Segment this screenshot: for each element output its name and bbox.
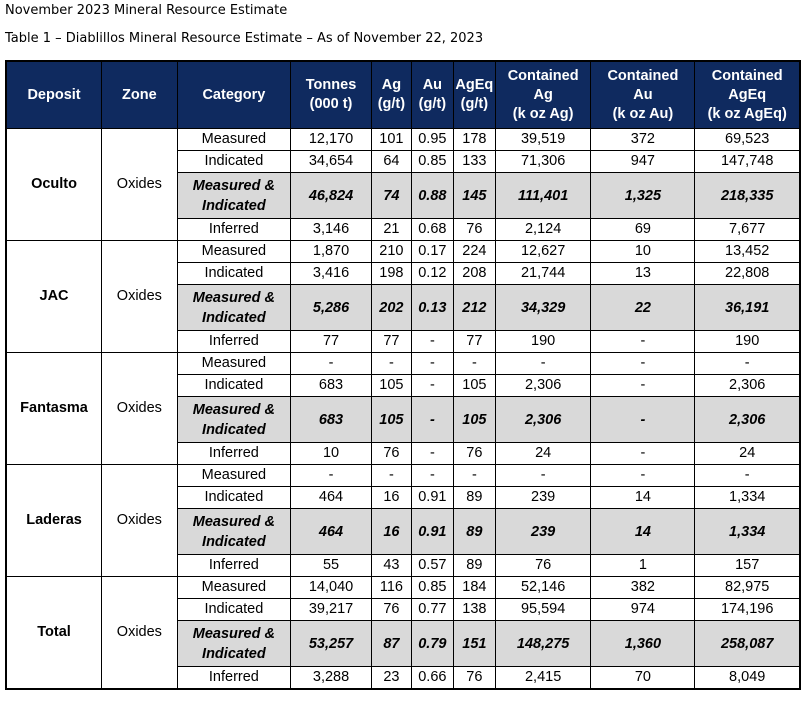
column-header	[695, 61, 800, 129]
value-cell: 683	[291, 375, 372, 397]
value-cell: 1,334	[695, 509, 800, 555]
value-cell: 89	[453, 487, 495, 509]
value-cell: 8,049	[695, 667, 800, 690]
zone-name: Oxides	[102, 241, 178, 353]
value-cell: 87	[371, 621, 411, 667]
category-line: Measured &	[192, 513, 275, 530]
category-cell: Inferred	[177, 331, 290, 353]
value-cell: 21,744	[495, 263, 591, 285]
value-cell: 16	[371, 509, 411, 555]
column-header-line: Contained	[607, 67, 679, 84]
category-cell: Measured	[177, 129, 290, 151]
column-header-line: Zone	[122, 86, 157, 103]
column-header-line: Ag	[381, 77, 402, 93]
value-cell: 12,170	[291, 129, 372, 151]
value-cell: 464	[291, 509, 372, 555]
value-cell: 74	[371, 173, 411, 219]
zone-name: Oxides	[102, 129, 178, 241]
value-cell: 22	[591, 285, 695, 331]
value-cell: 23	[371, 667, 411, 690]
column-header-line: (g/t)	[460, 96, 489, 112]
value-cell: 0.12	[411, 263, 453, 285]
value-cell: 16	[371, 487, 411, 509]
column-header-line: Deposit	[27, 86, 81, 103]
table-body	[6, 129, 800, 690]
value-cell: 2,415	[495, 667, 591, 690]
value-cell: 0.13	[411, 285, 453, 331]
value-cell: 14	[591, 509, 695, 555]
value-cell: 111,401	[495, 173, 591, 219]
table-row	[6, 577, 800, 599]
value-cell: 382	[591, 577, 695, 599]
deposit-name: Total	[6, 577, 102, 690]
value-cell: -	[291, 465, 372, 487]
value-cell: -	[591, 397, 695, 443]
table-row	[6, 353, 800, 375]
category-line: Measured &	[192, 401, 275, 418]
value-cell: -	[411, 397, 453, 443]
mineral-resource-table	[5, 60, 801, 690]
value-cell: 76	[453, 667, 495, 690]
column-header	[453, 61, 495, 129]
value-cell: 0.66	[411, 667, 453, 690]
table-caption: Table 1 – Diablillos Mineral Resource Estimate – As of November 22, 2023	[5, 31, 484, 46]
value-cell: 212	[453, 285, 495, 331]
column-header-line: Au	[422, 77, 443, 93]
value-cell: 76	[495, 555, 591, 577]
value-cell: 116	[371, 577, 411, 599]
value-cell: 39,217	[291, 599, 372, 621]
value-cell: 13	[591, 263, 695, 285]
category-cell: Measured	[177, 465, 290, 487]
value-cell: 1	[591, 555, 695, 577]
column-header-line: Au	[633, 86, 653, 103]
category-line: Measured &	[192, 177, 275, 194]
value-cell: 2,124	[495, 219, 591, 241]
value-cell: 372	[591, 129, 695, 151]
value-cell: 7,677	[695, 219, 800, 241]
zone-name: Oxides	[102, 353, 178, 465]
value-cell: -	[495, 353, 591, 375]
value-cell: 0.79	[411, 621, 453, 667]
category-cell	[177, 509, 290, 555]
value-cell: -	[371, 465, 411, 487]
value-cell: 105	[453, 375, 495, 397]
column-header-line: (k oz AgEq)	[707, 105, 787, 122]
category-cell: Indicated	[177, 487, 290, 509]
value-cell: 21	[371, 219, 411, 241]
value-cell: 2,306	[495, 375, 591, 397]
column-header-line: (k oz Ag)	[512, 105, 574, 122]
value-cell: 1,325	[591, 173, 695, 219]
value-cell: 71,306	[495, 151, 591, 173]
column-header	[495, 61, 591, 129]
value-cell: -	[695, 465, 800, 487]
value-cell: 77	[371, 331, 411, 353]
value-cell: 34,329	[495, 285, 591, 331]
column-header-line: Contained	[507, 67, 579, 84]
value-cell: 239	[495, 487, 591, 509]
category-cell	[177, 397, 290, 443]
value-cell: 46,824	[291, 173, 372, 219]
value-cell: 210	[371, 241, 411, 263]
value-cell: 22,808	[695, 263, 800, 285]
value-cell: 0.77	[411, 599, 453, 621]
value-cell: 1,334	[695, 487, 800, 509]
value-cell: 89	[453, 509, 495, 555]
value-cell: 947	[591, 151, 695, 173]
category-cell: Inferred	[177, 667, 290, 690]
table-row	[6, 465, 800, 487]
column-header	[371, 61, 411, 129]
column-header-line: Tonnes	[305, 77, 357, 93]
category-line: Indicated	[202, 533, 266, 550]
column-header-line: Ag	[533, 86, 553, 103]
value-cell: 76	[453, 443, 495, 465]
value-cell: 1,870	[291, 241, 372, 263]
column-header-line: (000 t)	[309, 96, 353, 112]
category-cell: Measured	[177, 577, 290, 599]
value-cell: 105	[371, 375, 411, 397]
value-cell: 145	[453, 173, 495, 219]
value-cell: -	[591, 465, 695, 487]
value-cell: 36,191	[695, 285, 800, 331]
column-header	[6, 61, 102, 129]
value-cell: 178	[453, 129, 495, 151]
value-cell: 0.91	[411, 487, 453, 509]
column-header-line: Category	[202, 86, 266, 103]
value-cell: 224	[453, 241, 495, 263]
value-cell: 190	[495, 331, 591, 353]
category-cell: Inferred	[177, 219, 290, 241]
value-cell: -	[291, 353, 372, 375]
value-cell: 70	[591, 667, 695, 690]
value-cell: 464	[291, 487, 372, 509]
value-cell: 184	[453, 577, 495, 599]
value-cell: 974	[591, 599, 695, 621]
deposit-name: JAC	[6, 241, 102, 353]
value-cell: 101	[371, 129, 411, 151]
category-line: Measured &	[192, 625, 275, 642]
value-cell: 0.57	[411, 555, 453, 577]
column-header	[291, 61, 372, 129]
value-cell: 202	[371, 285, 411, 331]
value-cell: -	[591, 443, 695, 465]
value-cell: 683	[291, 397, 372, 443]
value-cell: -	[411, 353, 453, 375]
value-cell: 14	[591, 487, 695, 509]
column-header-line: Contained	[711, 67, 783, 84]
category-line: Measured &	[192, 289, 275, 306]
category-cell	[177, 621, 290, 667]
value-cell: 3,416	[291, 263, 372, 285]
value-cell: 138	[453, 599, 495, 621]
value-cell: -	[411, 331, 453, 353]
value-cell: 0.85	[411, 151, 453, 173]
category-cell: Indicated	[177, 263, 290, 285]
value-cell: 2,306	[695, 397, 800, 443]
value-cell: 2,306	[695, 375, 800, 397]
zone-name: Oxides	[102, 577, 178, 690]
value-cell: 3,288	[291, 667, 372, 690]
value-cell: 190	[695, 331, 800, 353]
value-cell: 0.88	[411, 173, 453, 219]
value-cell: 0.17	[411, 241, 453, 263]
value-cell: -	[695, 353, 800, 375]
column-header-line: (g/t)	[377, 96, 406, 112]
table-header-row	[6, 61, 800, 129]
category-cell	[177, 285, 290, 331]
category-line: Indicated	[202, 197, 266, 214]
value-cell: 2,306	[495, 397, 591, 443]
value-cell: 76	[371, 599, 411, 621]
zone-name: Oxides	[102, 465, 178, 577]
value-cell: 239	[495, 509, 591, 555]
report-title: November 2023 Mineral Resource Estimate	[5, 3, 288, 18]
value-cell: 151	[453, 621, 495, 667]
value-cell: 174,196	[695, 599, 800, 621]
category-line: Indicated	[202, 645, 266, 662]
value-cell: 76	[453, 219, 495, 241]
value-cell: 1,360	[591, 621, 695, 667]
category-cell: Indicated	[177, 151, 290, 173]
value-cell: 208	[453, 263, 495, 285]
value-cell: 10	[591, 241, 695, 263]
value-cell: 10	[291, 443, 372, 465]
deposit-name: Fantasma	[6, 353, 102, 465]
value-cell: -	[591, 353, 695, 375]
table-row	[6, 241, 800, 263]
category-cell: Inferred	[177, 555, 290, 577]
category-line: Indicated	[202, 309, 266, 326]
value-cell: 24	[495, 443, 591, 465]
value-cell: 12,627	[495, 241, 591, 263]
deposit-name: Oculto	[6, 129, 102, 241]
value-cell: -	[591, 375, 695, 397]
value-cell: 95,594	[495, 599, 591, 621]
category-line: Indicated	[202, 421, 266, 438]
value-cell: 64	[371, 151, 411, 173]
value-cell: 53,257	[291, 621, 372, 667]
value-cell: 105	[371, 397, 411, 443]
deposit-name: Laderas	[6, 465, 102, 577]
value-cell: 3,146	[291, 219, 372, 241]
value-cell: 133	[453, 151, 495, 173]
category-cell	[177, 173, 290, 219]
column-header-line: (g/t)	[418, 96, 447, 112]
value-cell: 34,654	[291, 151, 372, 173]
value-cell: 147,748	[695, 151, 800, 173]
value-cell: -	[591, 331, 695, 353]
column-header	[102, 61, 178, 129]
value-cell: 89	[453, 555, 495, 577]
value-cell: -	[453, 353, 495, 375]
value-cell: 258,087	[695, 621, 800, 667]
value-cell: -	[411, 443, 453, 465]
value-cell: 39,519	[495, 129, 591, 151]
value-cell: 13,452	[695, 241, 800, 263]
column-header	[411, 61, 453, 129]
value-cell: 43	[371, 555, 411, 577]
table-row	[6, 129, 800, 151]
category-cell: Indicated	[177, 375, 290, 397]
value-cell: 77	[291, 331, 372, 353]
value-cell: -	[411, 375, 453, 397]
value-cell: 76	[371, 443, 411, 465]
category-cell: Inferred	[177, 443, 290, 465]
value-cell: 105	[453, 397, 495, 443]
value-cell: 157	[695, 555, 800, 577]
value-cell: 52,146	[495, 577, 591, 599]
value-cell: 198	[371, 263, 411, 285]
value-cell: -	[453, 465, 495, 487]
column-header-line: AgEq	[728, 86, 767, 103]
value-cell: 55	[291, 555, 372, 577]
value-cell: 69,523	[695, 129, 800, 151]
value-cell: 0.68	[411, 219, 453, 241]
value-cell: 218,335	[695, 173, 800, 219]
category-cell: Measured	[177, 353, 290, 375]
value-cell: 0.95	[411, 129, 453, 151]
value-cell: 77	[453, 331, 495, 353]
value-cell: -	[495, 465, 591, 487]
value-cell: 82,975	[695, 577, 800, 599]
value-cell: 0.85	[411, 577, 453, 599]
value-cell: 5,286	[291, 285, 372, 331]
value-cell: 148,275	[495, 621, 591, 667]
column-header-line: (k oz Au)	[612, 105, 674, 122]
column-header	[177, 61, 290, 129]
value-cell: -	[411, 465, 453, 487]
category-cell: Measured	[177, 241, 290, 263]
value-cell: 0.91	[411, 509, 453, 555]
column-header-line: AgEq	[455, 77, 494, 93]
column-header	[591, 61, 695, 129]
value-cell: 24	[695, 443, 800, 465]
value-cell: -	[371, 353, 411, 375]
value-cell: 69	[591, 219, 695, 241]
category-cell: Indicated	[177, 599, 290, 621]
value-cell: 14,040	[291, 577, 372, 599]
